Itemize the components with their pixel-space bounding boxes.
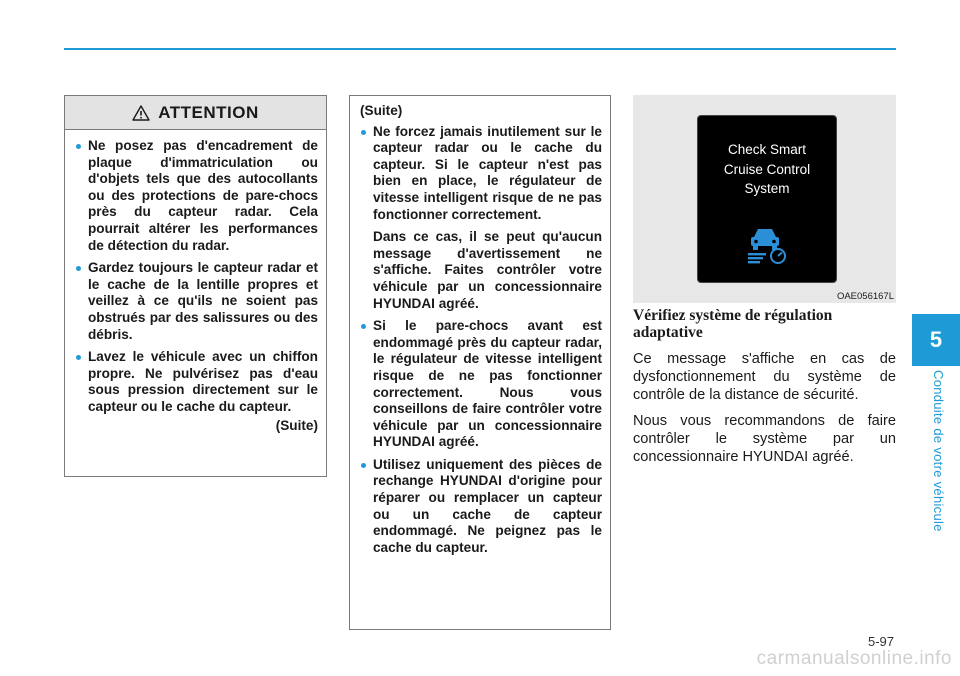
smart-cruise-warning-icon [746, 224, 790, 264]
chapter-title: Conduite de votre véhicule [931, 370, 946, 532]
watermark[interactable]: carmanualsonline.info [756, 648, 952, 669]
cluster-display [697, 115, 837, 283]
attention-header [65, 96, 326, 130]
continued-bullet: Utilisez uniquement des pièces de rechange HYUNDAI d'origine pour réparer ou remplacer un capteur ou un cache de capteur endommagé. Ne peignez pas le cache du capteur. [360, 457, 602, 557]
figure-code: OAE056167L [836, 291, 894, 302]
continued-bullet: Si le pare-chocs avant est endommagé près du capteur radar, le régulateur de vitesse intelligent risque de ne pas fonctionner correctement. Nous vous conseillons de faire contrôler votre véhicule par un concessionnaire HYUNDAI agréé. [360, 318, 602, 451]
display-line: Cruise Control [723, 161, 811, 177]
continued-bullet: Ne forcez jamais inutilement sur le capteur radar ou le cache du capteur. Si le capteur n'est pas bien en place, le régulateur de vitesse intelligent risque de ne pas fonctionner correctement. [360, 124, 602, 224]
attention-box [64, 95, 327, 477]
display-message [698, 140, 836, 199]
continued-followup: Dans ce cas, il se peut qu'aucun message d'avertissement ne s'affiche. Faites contrôler votre véhicule par un concessionnaire HYUNDAI agréé. [373, 229, 602, 311]
section-paragraph: Ce message s'affiche en cas de dysfonctionnement du système de contrôle de la distance de sécurité. [633, 351, 896, 403]
section-paragraph: Nous vous recommandons de faire contrôler le système par un concessionnaire HYUNDAI agréé. [633, 413, 896, 465]
continued-header: (Suite) [360, 103, 403, 118]
continued-label: (Suite) [275, 417, 318, 433]
warning-triangle-icon [132, 105, 150, 121]
attention-title: ATTENTION [158, 102, 259, 122]
attention-bullet: Gardez toujours le capteur radar et le cache de la lentille propres et veillez à ce qu'ils ne soient pas obstrués par des salissures ou des débris. [75, 260, 318, 343]
chapter-tab[interactable]: 5 [912, 314, 960, 366]
page-number: 5-97 [867, 634, 894, 649]
section [633, 307, 896, 476]
attention-bullet: Lavez le véhicule avec un chiffon propre. Ne pulvérisez pas d'eau sous pression directement sur le capteur ou le cache du capteur. [75, 349, 318, 415]
attention-body [65, 130, 326, 434]
cluster-figure [633, 95, 896, 303]
top-rule [64, 48, 896, 50]
display-line: Check Smart [727, 142, 807, 157]
display-line: System [744, 181, 790, 196]
section-title: Vérifiez système de régulation adaptative [633, 307, 833, 341]
attention-bullet: Ne posez pas d'encadrement de plaque d'immatriculation ou d'objets tels que des autocollants ou des protections de pare-chocs près du capteur radar. Cela pourrait altérer les performances de détection du radar. [75, 138, 318, 254]
continued-box [349, 95, 611, 630]
continued-body [350, 96, 610, 556]
